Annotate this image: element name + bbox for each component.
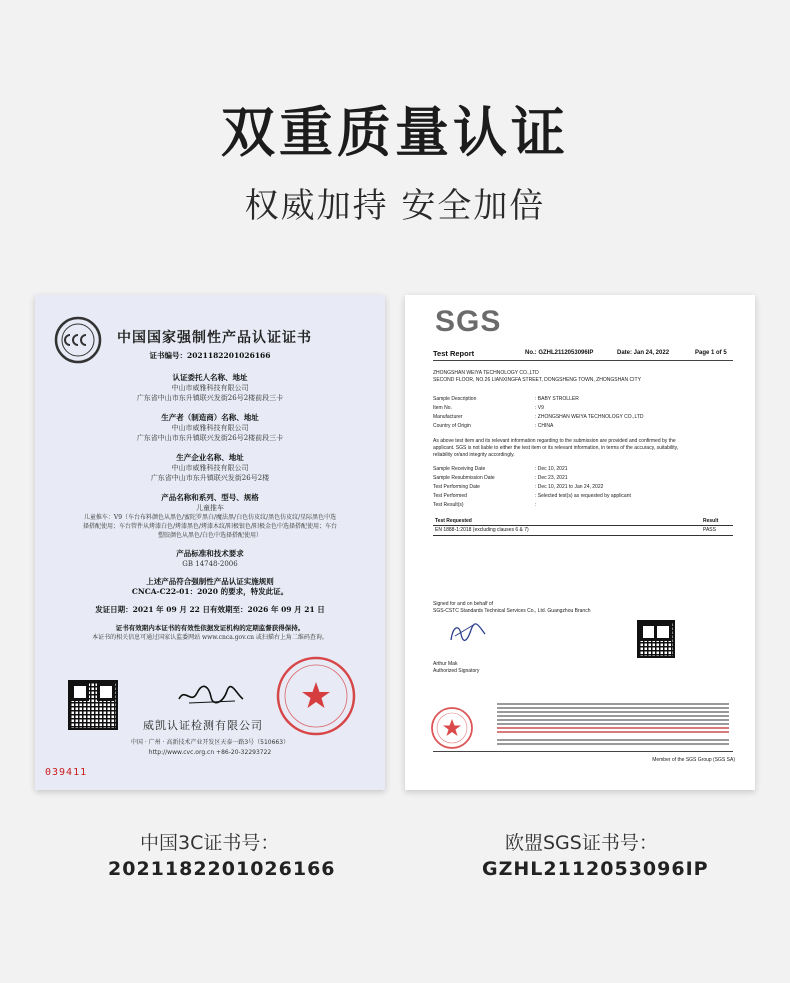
sgs-info-row: Item No. : V9: [433, 405, 544, 411]
page-subtitle: 权威加持 安全加倍: [244, 186, 546, 226]
sgs-date-row: Sample Resubmission Date : Dec 23, 2021: [433, 475, 568, 481]
ccc-issuer: 威凯认证检测有限公司: [143, 719, 263, 732]
ccc-standard-title: 产品标准和技术要求: [176, 549, 244, 558]
ccc-applicant-address: 广东省中山市东升镇联兴发街26号2楼前段三卡: [136, 394, 284, 402]
ccc-validity-2: 本证书的相关信息可通过国家认监委网站 www.cnca.gov.cn 或扫描右上角二维码查询。: [92, 634, 328, 641]
ccc-factory-address: 广东省中山市东升镇联兴发街26号2楼: [150, 474, 270, 482]
sgs-qr-code: [637, 620, 675, 658]
sgs-date-row: Test Result(s) :: [433, 502, 537, 508]
ccc-qr-code: [68, 680, 118, 730]
page-title: 双重质量认证: [221, 101, 569, 164]
sgs-fine-print: [497, 707, 729, 709]
sgs-report-image: [405, 295, 755, 790]
signature-icon: [175, 683, 245, 707]
ccc-rule-line-2: CNCA-C22-01：2020 的要求，特发此证。: [131, 587, 289, 596]
ccc-factory-name: 中山市威雅科技有限公司: [171, 464, 249, 472]
ccc-applicant-name: 中山市威雅科技有限公司: [171, 384, 249, 392]
ccc-applicant-title: 认证委托人名称、地址: [172, 373, 248, 382]
ccc-product-desc-3: 塑胶颜色从黑色/白色中选择搭配使用）: [157, 532, 263, 539]
table-row: EN 1888-1:2018 (excluding clauses 6 & 7) PASS: [435, 527, 716, 533]
ccc-standard: GB 14748-2006: [182, 560, 238, 568]
ccc-cert-number: 证书编号：2021182201026166: [149, 351, 271, 360]
sgs-date-row: Test Performed : Selected test(s) as requested by applicant: [433, 493, 631, 499]
sgs-info-row: Manufacturer : ZHONGSHAN WEIYA TECHNOLOGY CO.,LTD: [433, 414, 644, 420]
sgs-company: ZHONGSHAN WEIYA TECHNOLOGY CO.,LTD: [433, 370, 539, 376]
sgs-date-row: Sample Receiving Date : Dec 10, 2021: [433, 466, 568, 472]
sgs-fine-print: [497, 711, 729, 713]
sgs-fine-print: [497, 727, 729, 729]
sgs-fine-print: [497, 723, 729, 725]
ccc-product-name: 儿童推车: [196, 504, 224, 512]
ccc-certificate-image: [35, 295, 385, 790]
ccc-number: 2021182201026166: [108, 858, 336, 880]
sgs-table-header: Test Requested Result: [433, 517, 733, 526]
sgs-fine-print: [497, 715, 729, 717]
sgs-logo-icon: SGS: [435, 305, 502, 338]
sgs-signed-2: SGS-CSTC Standards Technical Services Co., Ltd. Guangzhou Branch: [433, 608, 591, 614]
ccc-heading: 中国国家强制性产品认证证书: [117, 330, 312, 346]
ccc-number-label: 中国3C证书号：: [140, 832, 280, 854]
signature-icon: [445, 620, 491, 646]
ccc-maker-name: 中山市威雅科技有限公司: [171, 424, 249, 432]
sgs-number-label: 欧盟SGS证书号：: [505, 832, 658, 854]
sgs-signed-1: Signed for and on behalf of: [433, 601, 494, 607]
sgs-info-row: Sample Description : BABY STROLLER: [433, 396, 579, 402]
ccc-serial-number: 039411: [45, 767, 88, 778]
sgs-fine-print: [497, 739, 729, 741]
sgs-report-number: No.: GZHL2112053096IP: [525, 350, 594, 356]
sgs-note-2: applicant. SGS is not liable to either the test item or its relevant information, in terms of the accuracy, suitability,: [433, 445, 679, 451]
sgs-page-number: Page 1 of 5: [695, 350, 727, 356]
red-seal-icon: [429, 705, 475, 751]
sgs-number: GZHL2112053096IP: [482, 858, 709, 880]
ccc-rule-line-1: 上述产品符合强制性产品认证实施规则: [146, 577, 274, 586]
ccc-product-desc-2: 择搭配使用；车台管件从烤漆白色/烤漆黑色/烤漆木纹/阳极银色/阳极金色中选择搭配使用；车台: [82, 523, 338, 530]
sgs-signatory-title: Authorized Signatory: [433, 668, 480, 674]
sgs-fine-print: [497, 719, 729, 721]
ccc-product-title: 产品名称和系列、型号、规格: [161, 493, 259, 502]
sgs-header-rule: [433, 360, 733, 361]
ccc-dates: 发证日期：2021 年 09 月 22 日有效期至：2026 年 09 月 21 日: [95, 605, 325, 614]
ccc-maker-address: 广东省中山市东升镇联兴发街26号2楼前段三卡: [136, 434, 284, 442]
sgs-fine-print: [497, 743, 729, 745]
sgs-fine-print: [497, 703, 729, 705]
sgs-signatory-name: Arthur Mak: [433, 661, 458, 667]
sgs-results-table: [433, 517, 733, 536]
sgs-note-1: As above test item and its relevant information regarding to the submission are provided and confirmed by the: [433, 438, 676, 444]
ccc-issuer-address: 中国 · 广州 · 高新技术产业开发区天泰一路3号（510663）: [130, 739, 290, 746]
ccc-validity-1: 证书有效期内本证书的有效性依据发证机构的定期监督获得保持。: [115, 624, 305, 632]
sgs-fine-print: [497, 731, 729, 733]
ccc-factory-title: 生产企业名称、地址: [176, 453, 244, 462]
ccc-maker-title: 生产者（制造商）名称、地址: [161, 413, 259, 422]
red-seal-icon: [275, 655, 357, 737]
ccc-issuer-web: http://www.cvc.org.cn +86-20-32293722: [148, 749, 272, 756]
sgs-info-row: Country of Origin : CHINA: [433, 423, 554, 429]
sgs-report-date: Date: Jan 24, 2022: [617, 350, 670, 356]
ccc-product-desc-1: 儿童推车：V9（车台布料颜色从黑色/蜜陀罗黑白/魔法黑/白色仿皮纹/黑色仿皮纹/星际黑色中选: [83, 514, 337, 521]
sgs-report-title: Test Report: [433, 349, 475, 358]
sgs-footer-rule: [433, 751, 733, 752]
sgs-date-row: Test Performing Date : Dec 10, 2021 to Jan 24, 2022: [433, 484, 604, 490]
sgs-member-line: Member of the SGS Group (SGS SA): [652, 757, 735, 763]
sgs-address: SECOND FLOOR, NO.26 LIANXINGFA STREET, DONGSHENG TOWN, ZHONGSHAN CITY: [433, 377, 641, 383]
sgs-note-3: reliability or/and integrity accordingly.: [433, 452, 515, 458]
